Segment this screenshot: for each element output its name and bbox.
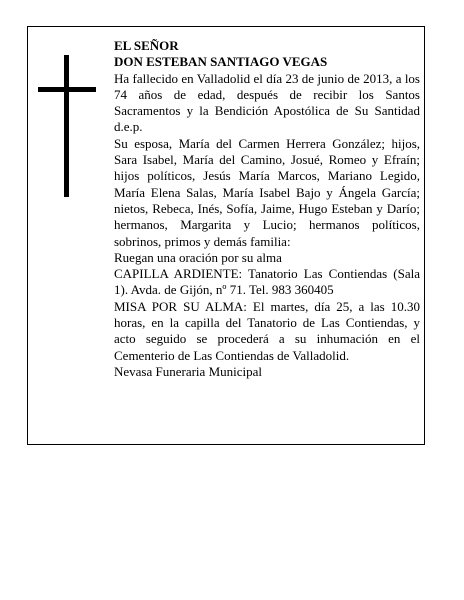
notice-text (114, 38, 420, 380)
deceased-name: DON ESTEBAN SANTIAGO VEGAS (114, 54, 328, 70)
death-announcement: Ha fallecido en Valladolid el día 23 de junio de 2013, a los 74 años de edad, después de recibir los Santos Sacramentos y la Bendición Apostólica de Su Santidad d.e.p. (114, 70, 420, 135)
mass-info: MISA POR SU ALMA: El martes, día 25, a las 10.30 horas, en la capilla del Tanatorio de Las Contiendas, y acto seguido se procederá a su inhumación en el Cementerio de Las Contiendas de Valladolid. (114, 298, 420, 363)
notice-title: EL SEÑOR (114, 38, 179, 53)
cross-vertical-bar (64, 55, 69, 197)
funeral-home: Nevasa Funeraria Municipal (114, 363, 263, 379)
chapel-info: CAPILLA ARDIENTE: Tanatorio Las Contiendas (Sala 1). Avda. de Gijón, nº 71. Tel. 983 360405 (114, 266, 420, 298)
family-list: Su esposa, María del Carmen Herrera González; hijos, Sara Isabel, María del Camino, Josué, Romeo y Efraín; hijos políticos, Jesús María Marcos, Mariano Legido, María Elena Salas, María Isabel Bajo y Ángela García; nietos, Rebeca, Inés, Sofía, Jaime, Hugo Esteban y Darío; hermanos, Margarita y Lucio; hermanos políticos, sobrinos, primos y demás familia: (114, 135, 420, 249)
cross-icon (38, 55, 96, 197)
prayer-request: Ruegan una oración por su alma (114, 249, 282, 265)
cross-horizontal-bar (38, 87, 96, 92)
